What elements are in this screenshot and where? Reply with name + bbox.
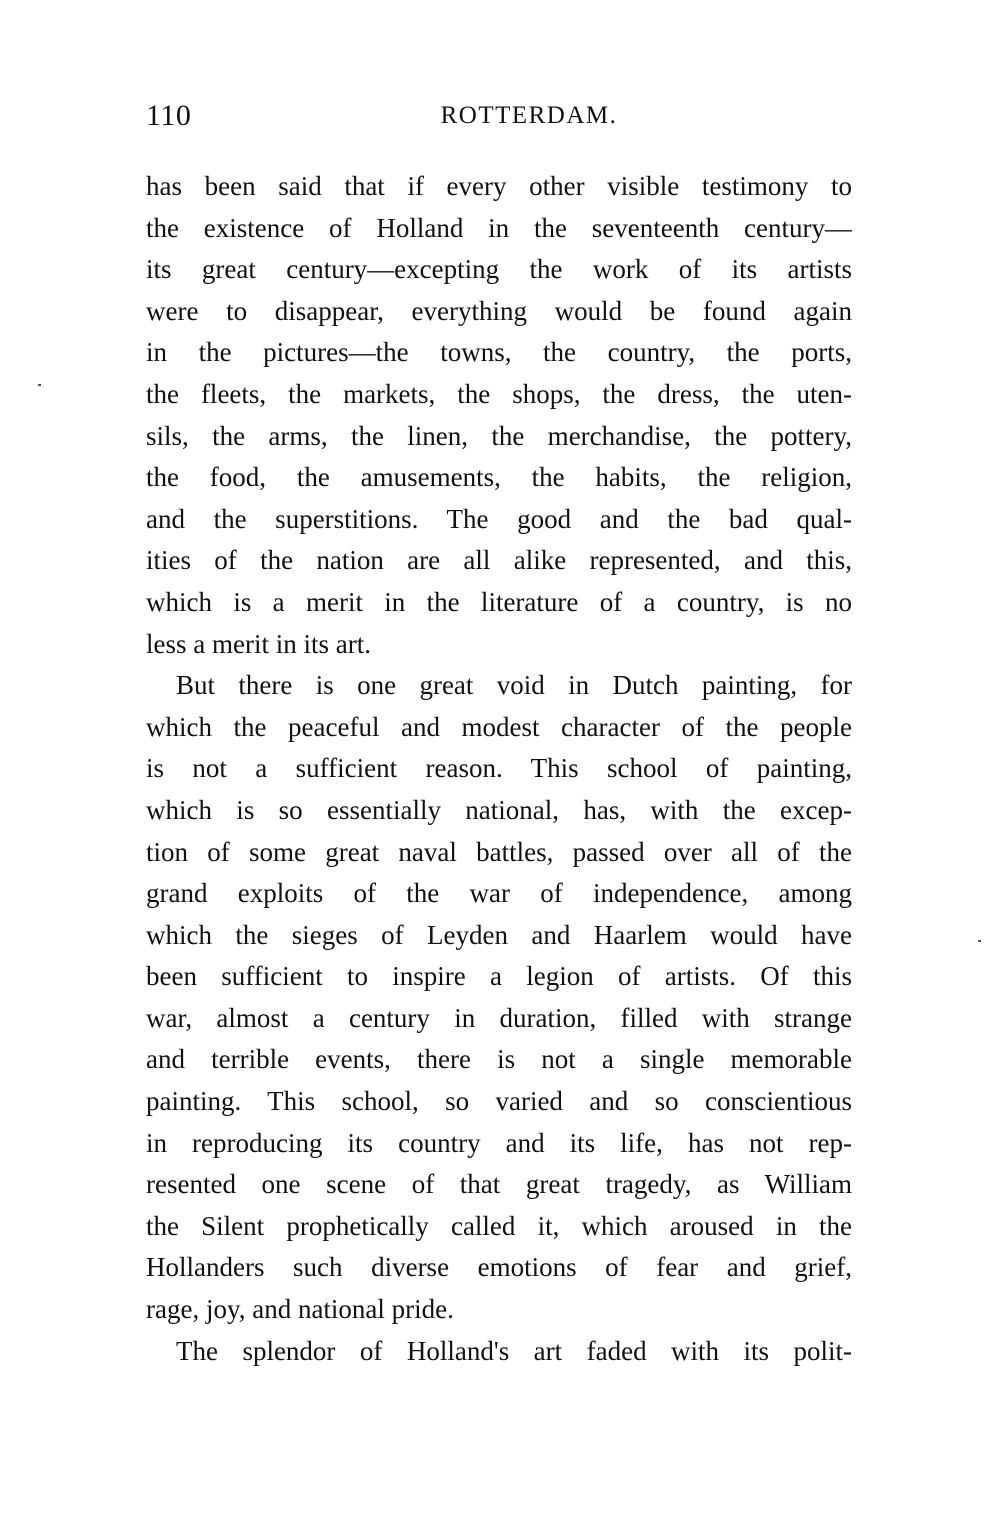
text-line: in the pictures—the towns, the country, the ports, [146, 337, 852, 368]
text-line: were to disappear, everything would be found again [146, 295, 852, 326]
text-line: war, almost a century in duration, filled with strange [146, 1002, 852, 1033]
text-line: which is a merit in the literature of a country, is no [146, 586, 852, 617]
text-line: its great century—excepting the work of its artists [146, 254, 852, 285]
running-header [146, 96, 852, 136]
text-line: sils, the arms, the linen, the merchandise, the pottery, [146, 420, 852, 451]
text-line: grand exploits of the war of independence, among [146, 878, 852, 909]
text-line: in reproducing its country and its life, has not rep- [146, 1127, 852, 1158]
text-line: which the sieges of Leyden and Haarlem would have [146, 919, 852, 950]
page-number: 110 [146, 99, 192, 132]
text-line: the Silent prophetically called it, which aroused in the [146, 1210, 852, 1241]
text-line: and terrible events, there is not a single memorable [146, 1044, 852, 1075]
text-line: the food, the amusements, the habits, the religion, [146, 462, 852, 493]
text-line: ities of the nation are all alike represented, and this, [146, 545, 852, 576]
text-line: resented one scene of that great tragedy, as William [146, 1169, 852, 1200]
text-line: and the superstitions. The good and the bad qual- [146, 503, 852, 534]
text-line: is not a sufficient reason. This school of painting, [146, 753, 852, 784]
text-line: which the peaceful and modest character of the people [146, 711, 852, 742]
text-line: Hollanders such diverse emotions of fear and grief, [146, 1252, 852, 1283]
paragraph-start-line: But there is one great void in Dutch painting, for [176, 670, 852, 701]
paragraph-start-line: The splendor of Holland's art faded with its polit- [176, 1335, 852, 1366]
scan-speck [38, 384, 41, 386]
paragraph-end-line: less a merit in its art. [146, 628, 371, 659]
text-line: the existence of Holland in the seventeenth century— [146, 212, 852, 243]
text-line: which is so essentially national, has, with the excep- [146, 794, 852, 825]
paragraph-end-line: rage, joy, and national pride. [146, 1294, 454, 1325]
text-line: has been said that if every other visible testimony to [146, 171, 852, 201]
running-title: ROTTERDAM. [440, 102, 618, 129]
scan-speck [978, 940, 981, 942]
body-text [146, 166, 852, 1372]
text-line: been sufficient to inspire a legion of artists. Of this [146, 961, 852, 992]
text-line: tion of some great naval battles, passed over all of the [146, 836, 852, 867]
text-line: painting. This school, so varied and so conscientious [146, 1086, 852, 1117]
text-line: the fleets, the markets, the shops, the dress, the uten- [146, 378, 852, 409]
